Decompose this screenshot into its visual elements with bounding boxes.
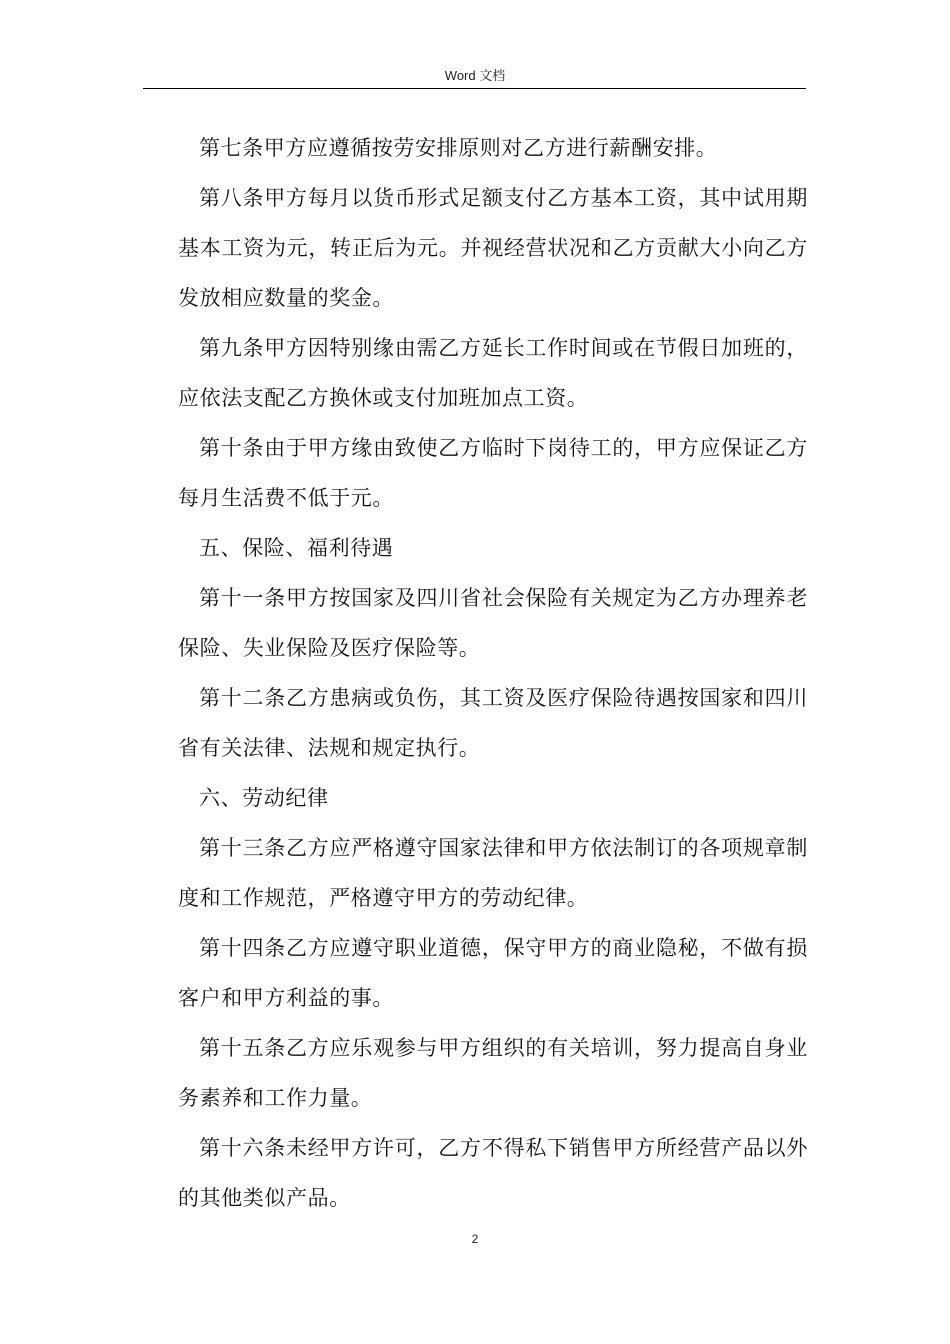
document-header-title: Word 文档	[444, 68, 506, 83]
article-9-paragraph: 第九条甲方因特别缘由需乙方延长工作时间或在节假日加班的，应依法支配乙方换休或支付加班加点工资。	[178, 336, 808, 410]
article-10-paragraph: 第十条由于甲方缘由致使乙方临时下岗待工的，甲方应保证乙方每月生活费不低于元。	[178, 436, 808, 510]
article-8-paragraph: 第八条甲方每月以货币形式足额支付乙方基本工资，其中试用期基本工资为元，转正后为元。并视经营状况和乙方贡献大小向乙方发放相应数量的奖金。	[178, 186, 808, 310]
section-5-heading: 五、保险、福利待遇	[199, 536, 394, 560]
article-13-paragraph: 第十三条乙方应严格遵守国家法律和甲方依法制订的各项规章制度和工作规范，严格遵守甲方的劳动纪律。	[178, 836, 808, 910]
article-7-paragraph: 第七条甲方应遵循按劳安排原则对乙方进行薪酬安排。	[199, 136, 718, 160]
article-16-paragraph: 第十六条未经甲方许可，乙方不得私下销售甲方所经营产品以外的其他类似产品。	[178, 1136, 808, 1210]
header-divider	[143, 88, 806, 89]
article-11-paragraph: 第十一条甲方按国家及四川省社会保险有关规定为乙方办理养老保险、失业保险及医疗保险等。	[178, 586, 808, 660]
article-12-paragraph: 第十二条乙方患病或负伤，其工资及医疗保险待遇按国家和四川省有关法律、法规和规定执行。	[178, 686, 808, 760]
article-15-paragraph: 第十五条乙方应乐观参与甲方组织的有关培训，努力提高自身业务素养和工作力量。	[178, 1036, 808, 1110]
document-body	[178, 123, 808, 1223]
page-number: 2	[471, 1232, 479, 1246]
section-6-heading: 六、劳动纪律	[199, 786, 329, 810]
article-14-paragraph: 第十四条乙方应遵守职业道德，保守甲方的商业隐秘，不做有损客户和甲方利益的事。	[178, 936, 808, 1010]
